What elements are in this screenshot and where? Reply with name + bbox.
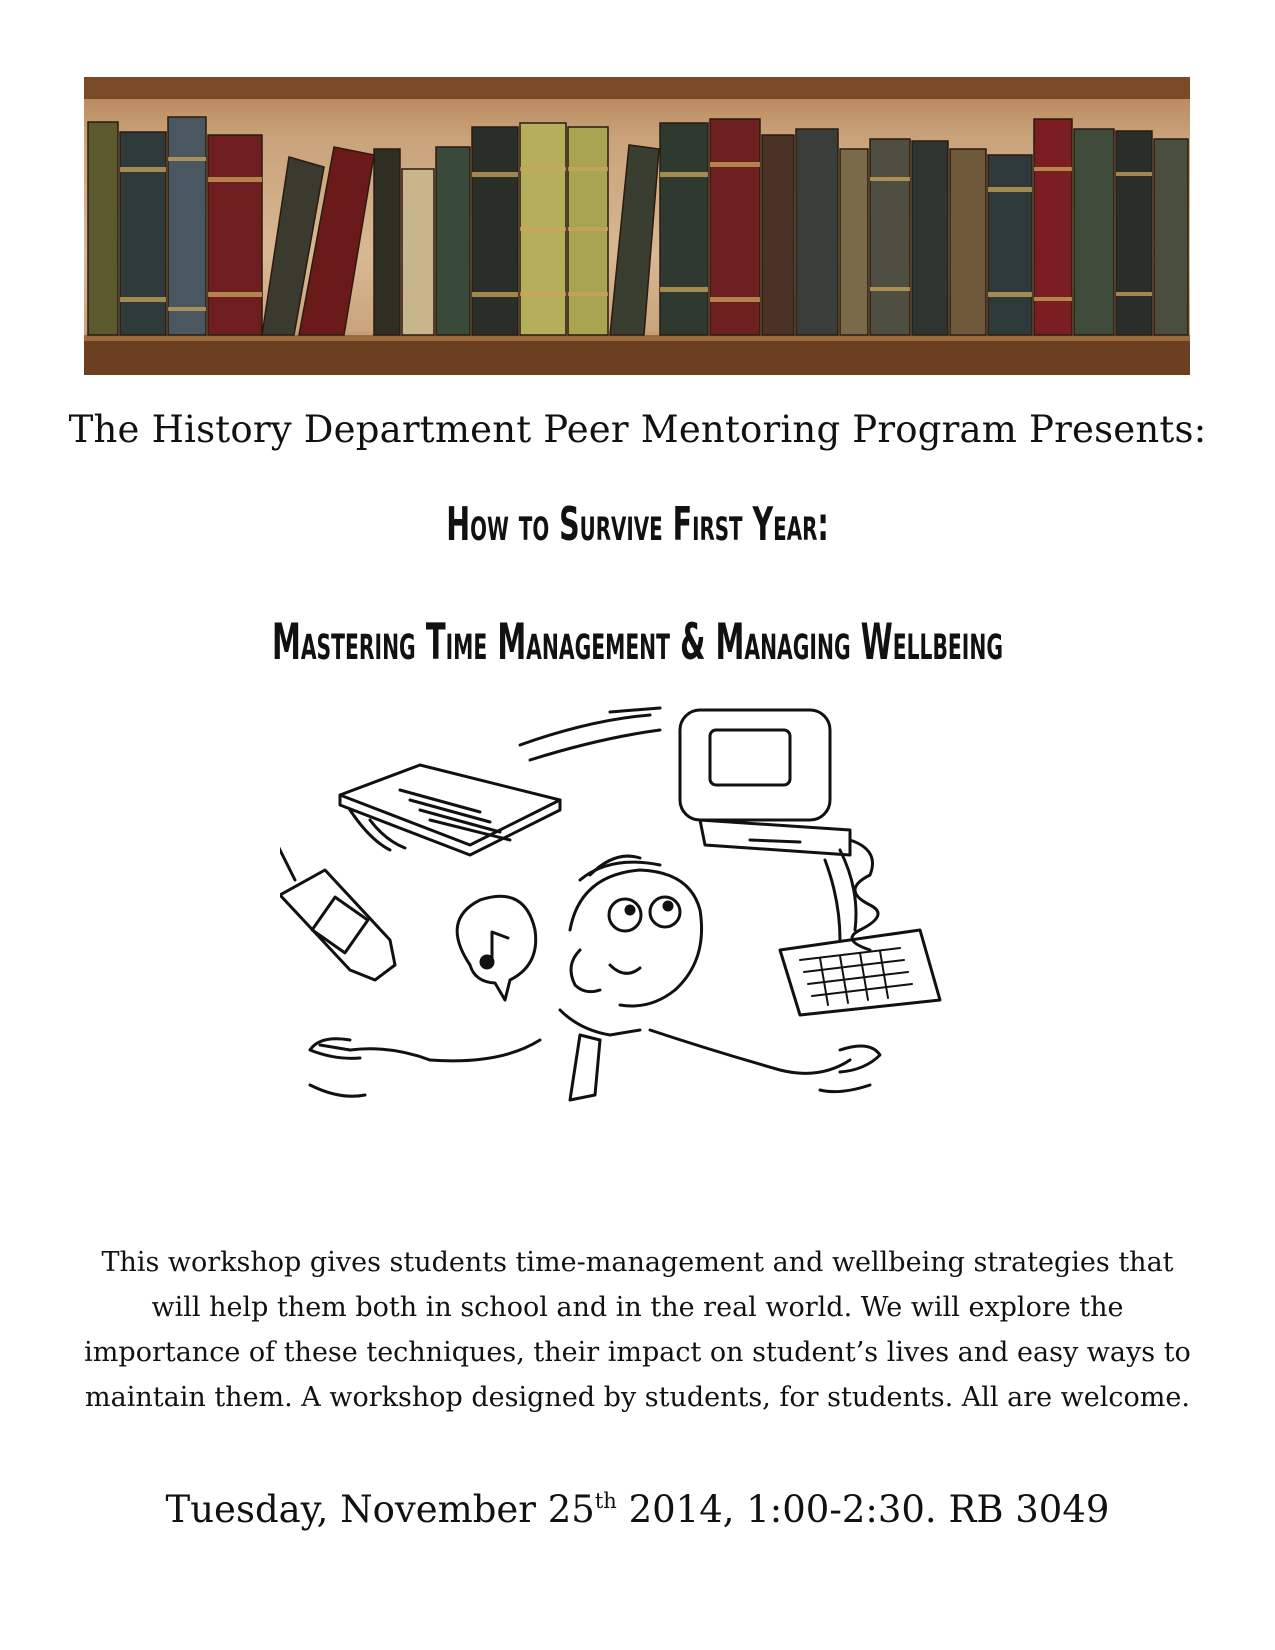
event-details — [0, 1488, 1275, 1531]
event-day: Tuesday, November 25 — [165, 1488, 595, 1531]
description-line: This workshop gives students time-management and wellbeing strategies that — [101, 1247, 1174, 1278]
workshop-title: How to Survive First Year: — [446, 497, 829, 551]
description-line: importance of these techniques, their impact on student’s lives and easy ways to — [84, 1337, 1191, 1368]
workshop-description — [60, 1240, 1215, 1420]
juggling-student-illustration — [280, 700, 980, 1160]
event-day-suffix: th — [594, 1489, 617, 1513]
description-line: will help them both in school and in the real world. We will explore the — [151, 1292, 1124, 1323]
presenter-line: The History Department Peer Mentoring Program Presents: — [68, 408, 1207, 451]
description-line: maintain them. A workshop designed by students, for students. All are welcome. — [85, 1382, 1190, 1413]
workshop-subtitle: Mastering Time Management & Managing Wellbeing — [271, 613, 1004, 671]
event-time-location: 2014, 1:00-2:30. RB 3049 — [616, 1488, 1110, 1531]
bookshelf-image — [84, 77, 1190, 375]
